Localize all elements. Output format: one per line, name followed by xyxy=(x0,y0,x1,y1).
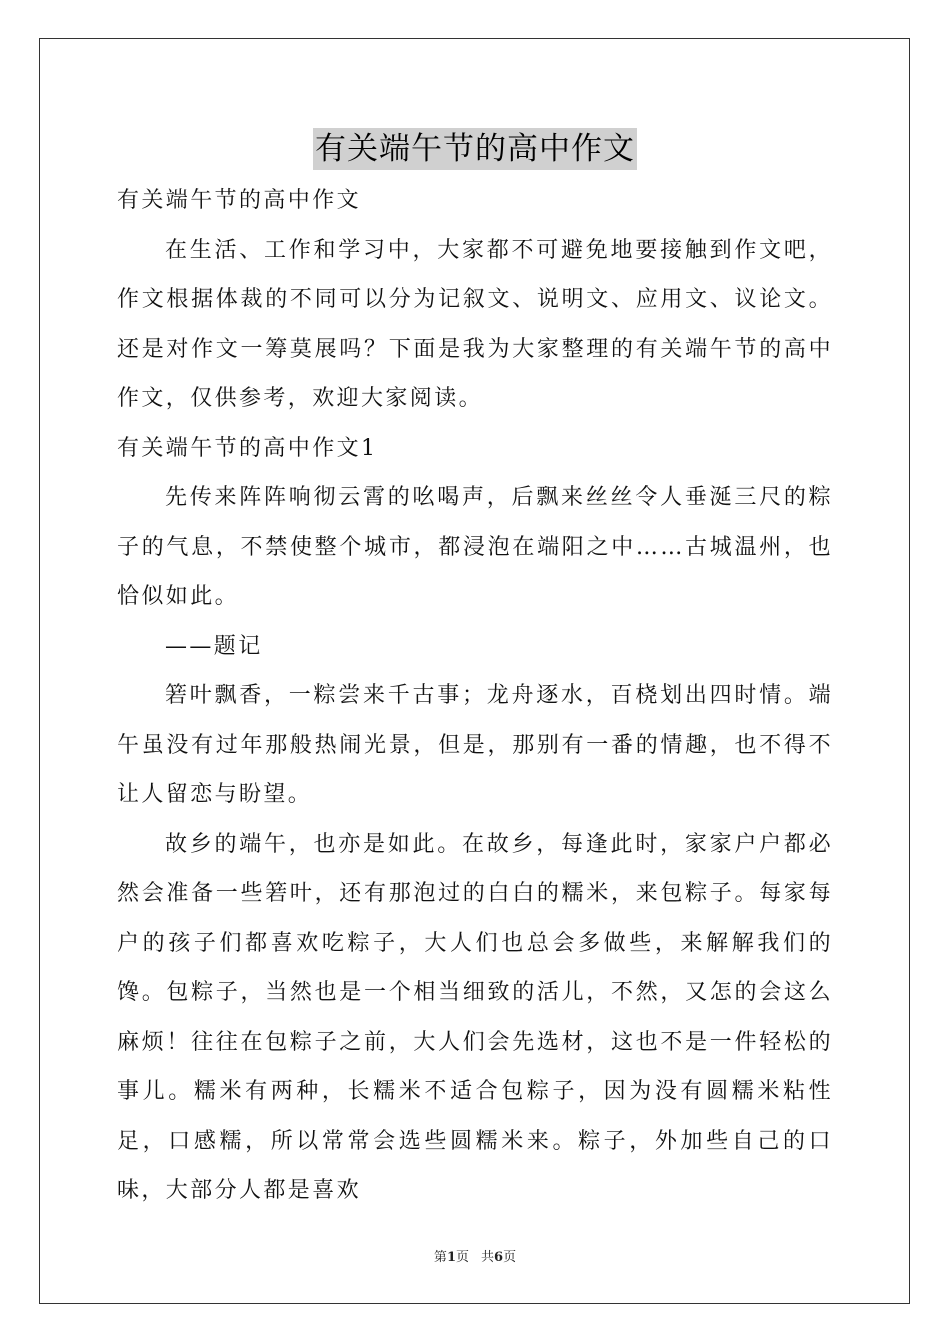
total-suffix: 页 xyxy=(503,1250,517,1265)
page-suffix: 页 xyxy=(455,1250,469,1265)
page-number: 1 xyxy=(446,1250,456,1265)
body-paragraph: 先传来阵阵响彻云霄的吆喝声，后飘来丝丝令人垂涎三尺的粽子的气息，不禁使整个城市，都浸泡在端阳之中……古城温州，也恰似如此。 xyxy=(117,485,833,609)
section-heading: 有关端午节的高中作文1 xyxy=(117,435,378,461)
page-footer xyxy=(0,1246,950,1265)
total-prefix: 共 xyxy=(481,1250,495,1265)
body-paragraph: 故乡的端午，也亦是如此。在故乡，每逢此时，家家户户都必然会准备一些箬叶，还有那泡过的白白的糯米，来包粽子。每家每户的孩子们都喜欢吃粽子，大人们也总会多做些，来解解我们的馋。包粽子，当然也是一个相当细致的活儿，不然，又怎的会这么麻烦！往往在包粽子之前，大人们会先选材，这也不是一件轻松的事儿。糯米有两种，长糯米不适合包粽子，因为没有圆糯米粘性足，口感糯，所以常常会选些圆糯米来。粽子，外加些自己的口味，大部分人都是喜欢 xyxy=(117,831,833,1203)
subtitle: 有关端午节的高中作文 xyxy=(117,188,362,213)
total-pages: 6 xyxy=(494,1250,504,1265)
document-body xyxy=(117,176,833,1216)
page-prefix: 第 xyxy=(433,1250,447,1265)
intro-paragraph: 在生活、工作和学习中，大家都不可避免地要接触到作文吧，作文根据体裁的不同可以分为记叙文、说明文、应用文、议论文。还是对作文一筹莫展吗？下面是我为大家整理的有关端午节的高中作文，仅供参考，欢迎大家阅读。 xyxy=(117,237,833,411)
body-paragraph: 箬叶飘香，一粽尝来千古事；龙舟逐水，百桡划出四时情。端午虽没有过年那般热闹光景，但是，那别有一番的情趣，也不得不让人留恋与盼望。 xyxy=(117,683,833,807)
title-container xyxy=(0,128,950,170)
document-title: 有关端午节的高中作文 xyxy=(313,128,637,170)
epigraph-note: ——题记 xyxy=(165,633,263,659)
